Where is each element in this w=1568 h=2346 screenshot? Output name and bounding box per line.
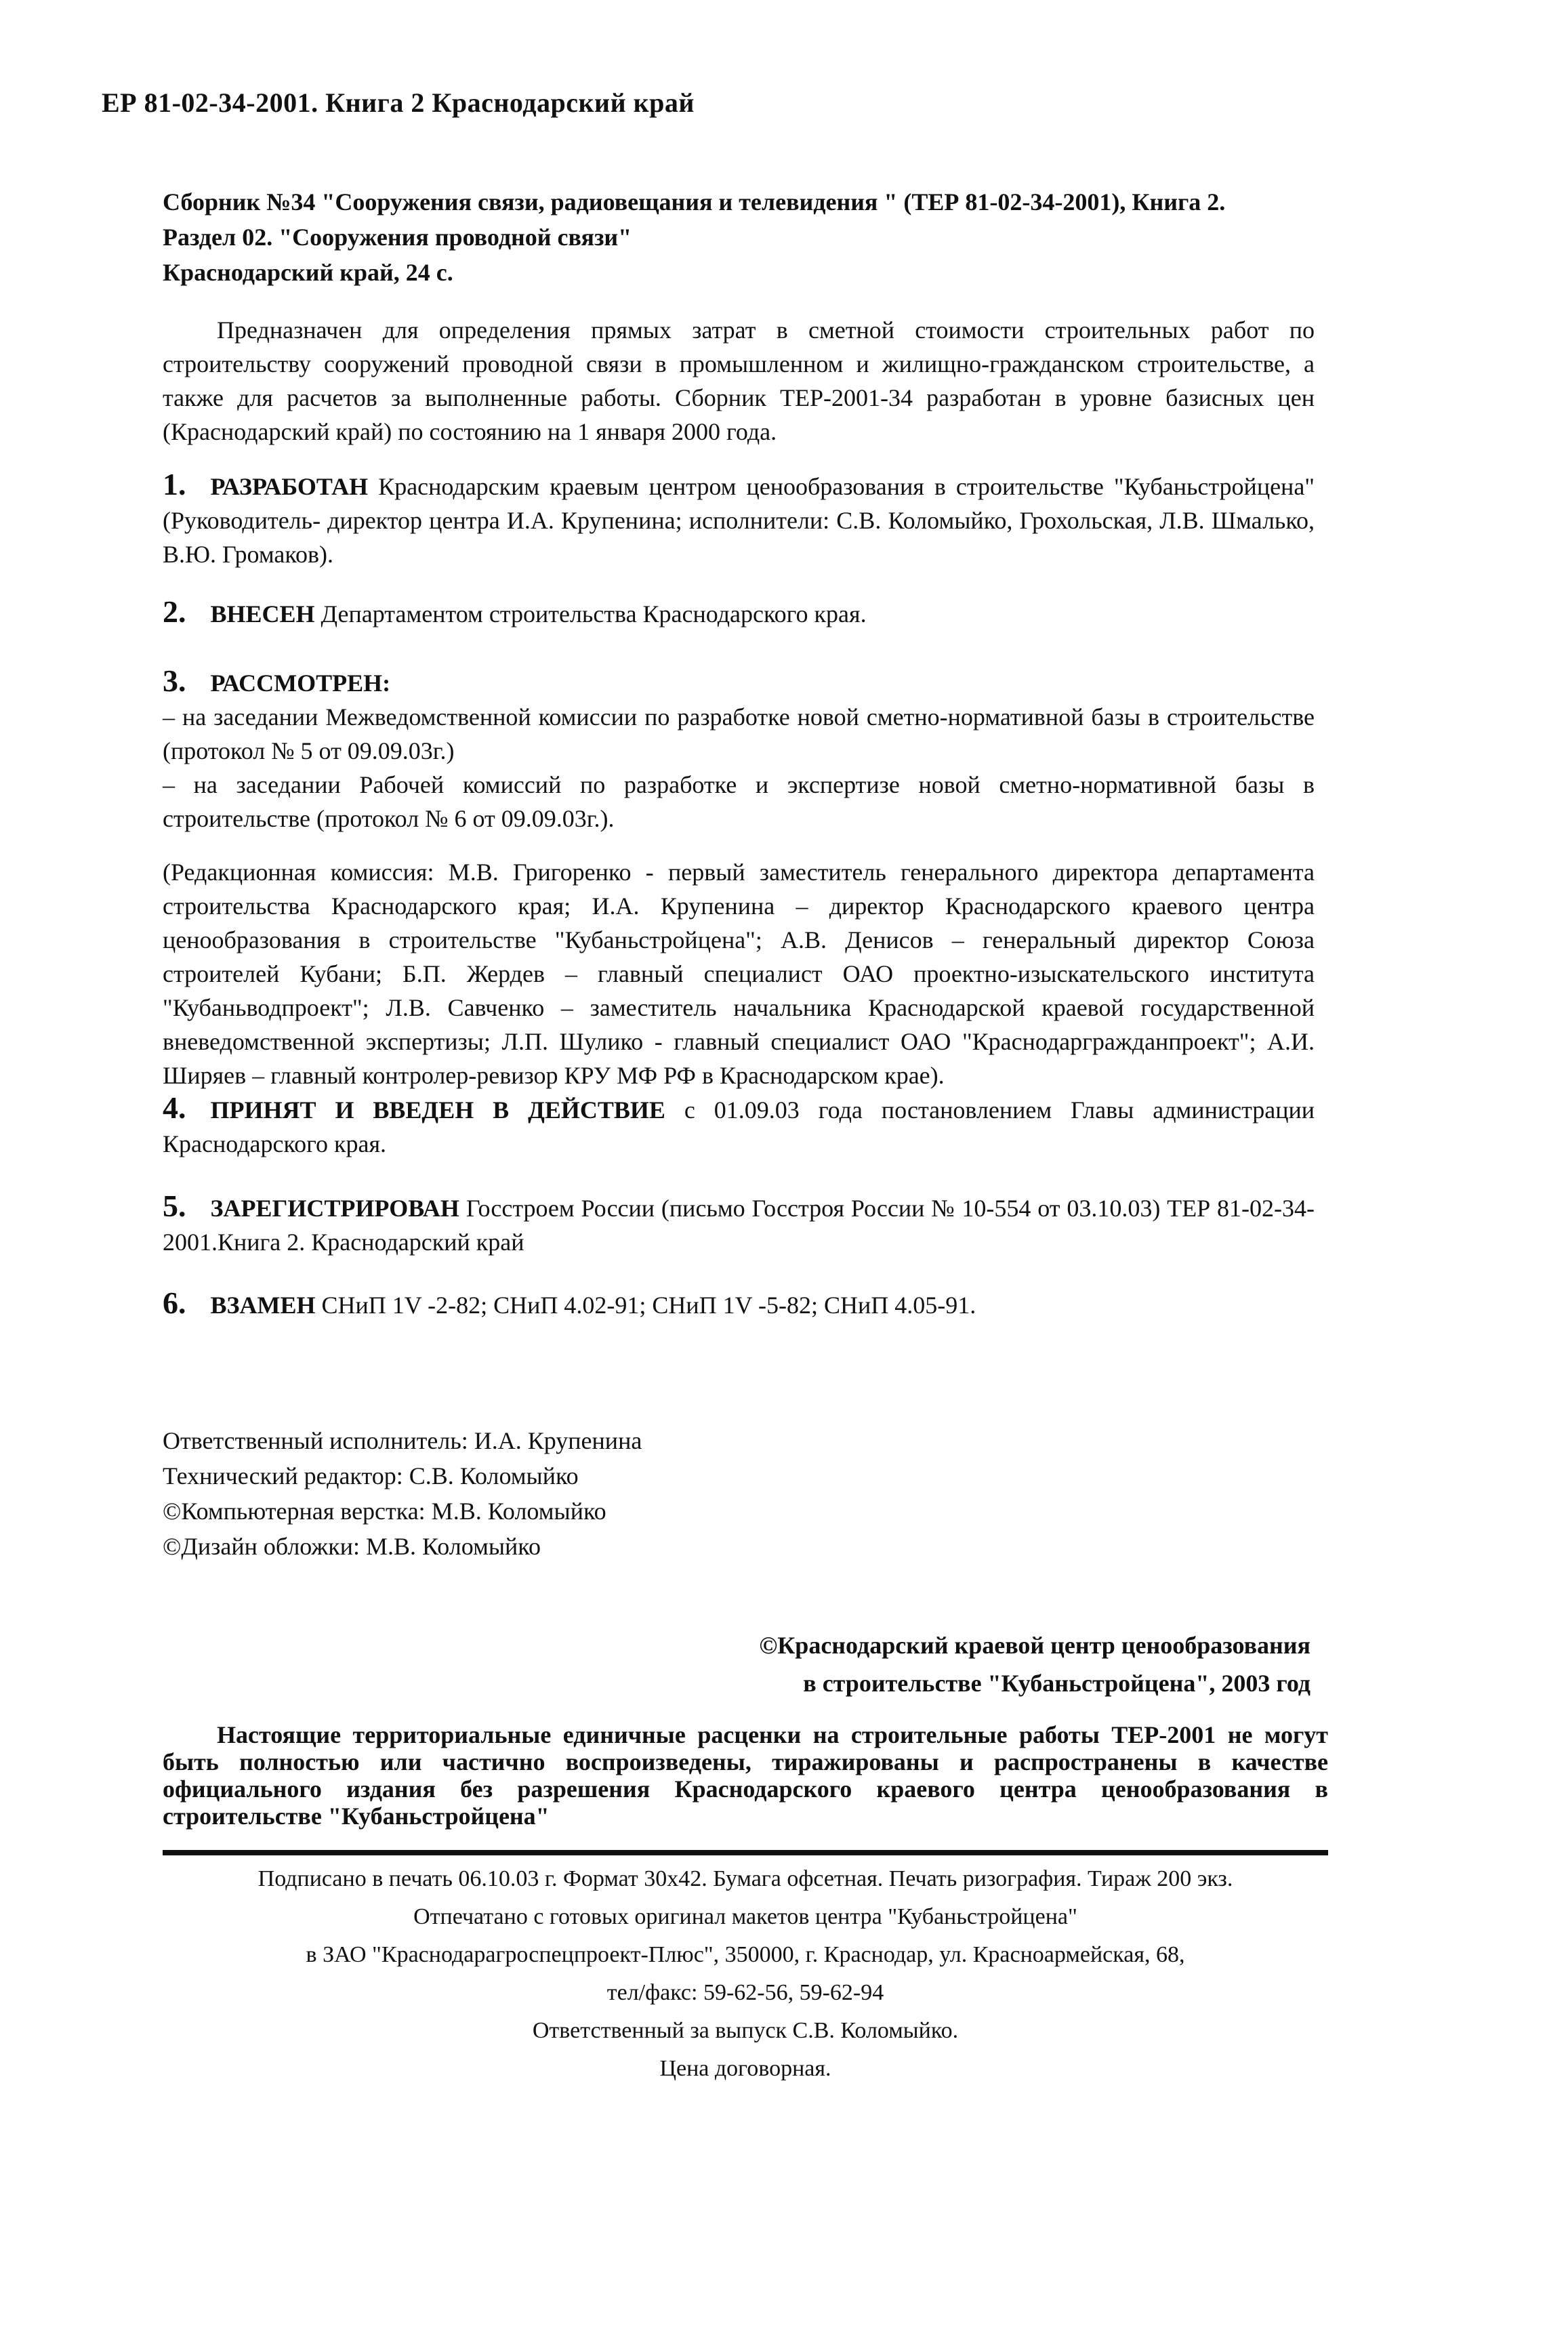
imprint-block xyxy=(163,1860,1328,2088)
section-text: Госстроем России (письмо Госстроя России № 10-554 от 03.10.03) ТЕР 81-02-34-2001.Книга 2. Краснодарский край xyxy=(163,1195,1315,1256)
collection-title-block xyxy=(163,184,1423,290)
imprint-line: тел/факс: 59-62-56, 59-62-94 xyxy=(606,1980,884,2005)
section-lead: РАЗРАБОТАН xyxy=(210,473,369,500)
copyright-block xyxy=(759,1626,1311,1702)
imprint-line: Подписано в печать 06.10.03 г. Формат 30х42. Бумага офсетная. Печать ризография. Тираж 200 экз. xyxy=(257,1866,1233,1891)
imprint-line: в ЗАО "Краснодарагроспецпроект-Плюс", 350000, г. Краснодар, ул. Красноармейская, 68, xyxy=(306,1942,1185,1967)
section-number: 2. xyxy=(163,594,186,629)
section-text: с 01.09.03 года постановлением Главы администрации Краснодарского края. xyxy=(163,1096,1315,1157)
intro-paragraph: Предназначен для определения прямых затрат в сметной стоимости строительных работ по строительству сооружений проводной связи в промышленном и жилищно-гражданском строительстве, а также для расчетов за выполненные работы. Сборник ТЕР-2001-34 разработан в уровне базисных цен (Краснодарский край) по состоянию на 1 января 2000 года. xyxy=(163,316,1315,445)
copyright-line: ©Краснодарский краевой центр ценообразования xyxy=(759,1632,1311,1659)
section-text: СНиП 1V -2-82; СНиП 4.02-91; СНиП 1V -5-82; СНиП 4.05-91. xyxy=(321,1292,976,1319)
collection-title: Сборник №34 "Сооружения связи, радиовещания и телевидения " (ТЕР 81-02-34-2001), Книга 2. xyxy=(163,188,1226,215)
credit-line: Технический редактор: С.В. Коломыйко xyxy=(163,1462,579,1489)
section-title: Раздел 02. "Сооружения проводной связи" xyxy=(163,224,632,251)
region-pages: Краснодарский край, 24 с. xyxy=(163,259,453,286)
credit-line: ©Дизайн обложки: М.В. Коломыйко xyxy=(163,1533,541,1560)
list-item: – на заседании Рабочей комиссий по разработке и экспертизе новой сметно-нормативной базы в строительстве (протокол № 6 от 09.09.03г.). xyxy=(163,771,1315,832)
editorial-commission: (Редакционная комиссия: М.В. Григоренко - первый заместитель генерального директора департамента строительства Краснодарского края; И.А. Крупенина – директор Краснодарского краевого центра ценообразования в строительстве "Кубаньстройцена"; А.В. Денисов – генеральный директор Союза строителей Кубани; Б.П. Жердев – главный специалист ОАО проектно-изыскательского института "Кубаньводпроект"; Л.В. Савченко – заместитель начальника Краснодарской краевой государственной вневедомственной экспертизы; Л.П. Шулико - главный специалист ОАО "Краснодаргражданпроект"; А.И. Ширяев – главный контролер-ревизор КРУ МФ РФ в Краснодарском крае). xyxy=(163,859,1315,1089)
section-lead: РАССМОТРЕН: xyxy=(210,670,391,697)
imprint-line: Цена договорная. xyxy=(659,2056,831,2081)
section-text: Департаментом строительства Краснодарского края. xyxy=(321,600,867,627)
section-lead: ПРИНЯТ И ВВЕДЕН В ДЕЙСТВИЕ xyxy=(210,1096,665,1124)
credit-line: ©Компьютерная верстка: М.В. Коломыйко xyxy=(163,1498,606,1525)
copyright-line: в строительстве "Кубаньстройцена", 2003 год xyxy=(803,1670,1311,1697)
section-1 xyxy=(163,468,1315,571)
running-header: ЕР 81-02-34-2001. Книга 2 Краснодарский край xyxy=(102,87,695,118)
section-lead: ВНЕСЕН xyxy=(210,600,315,627)
imprint-line: Отпечатано с готовых оригинал макетов центра "Кубаньстройцена" xyxy=(413,1904,1077,1929)
imprint-line: Ответственный за выпуск С.В. Коломыйко. xyxy=(532,2018,959,2043)
reproduction-notice: Настоящие территориальные единичные расценки на строительные работы ТЕР-2001 не могут быть полностью или частично воспроизведены, тиражированы и распространены в качестве официального издания без разрешения Краснодарского краевого центра ценообразования в строительстве "Кубаньстройцена" xyxy=(163,1721,1328,1830)
section-number: 1. xyxy=(163,467,186,501)
section-5 xyxy=(163,1189,1315,1259)
section-3 xyxy=(163,664,1315,836)
section-number: 5. xyxy=(163,1189,186,1223)
section-6 xyxy=(163,1286,1315,1322)
credit-line: Ответственный исполнитель: И.А. Крупенина xyxy=(163,1427,642,1454)
divider xyxy=(163,1850,1328,1855)
section-number: 4. xyxy=(163,1090,186,1125)
section-text: Краснодарским краевым центром ценообразования в строительстве "Кубаньстройцена" (Руководитель- директор центра И.А. Крупенина; исполнители: С.В. Коломыйко, Грохольская, Л.В. Шмалько, В.Ю. Громаков). xyxy=(163,473,1315,568)
section-2 xyxy=(163,595,1315,631)
section-number: 3. xyxy=(163,663,186,698)
section-number: 6. xyxy=(163,1285,186,1320)
credits-block xyxy=(163,1423,642,1564)
section-lead: ЗАРЕГИСТРИРОВАН xyxy=(210,1195,459,1222)
list-item: – на заседании Межведомственной комиссии по разработке новой сметно-нормативной базы в строительстве (протокол № 5 от 09.09.03г.) xyxy=(163,703,1315,764)
section-4 xyxy=(163,1091,1315,1161)
section-lead: ВЗАМЕН xyxy=(210,1292,316,1319)
